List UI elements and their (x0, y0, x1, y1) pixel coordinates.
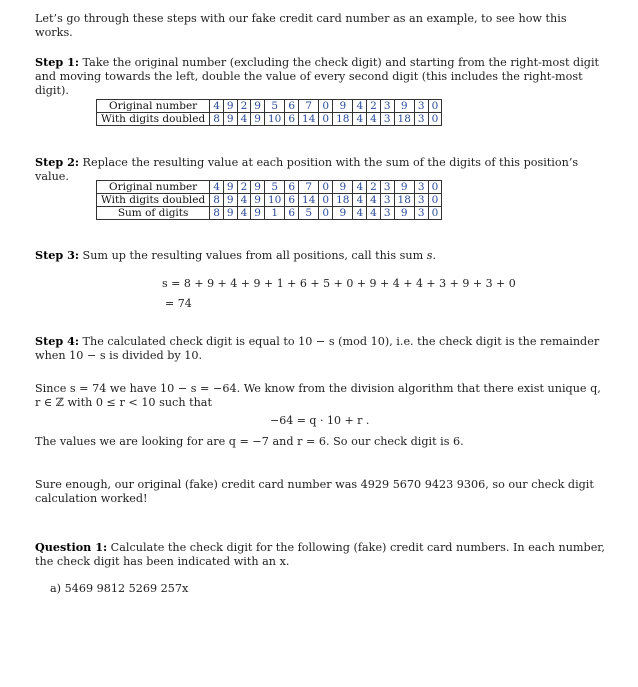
sum-variable: s (426, 249, 433, 262)
digit-cell: 9 (251, 207, 265, 220)
question-paragraph (35, 540, 607, 569)
intro-paragraph: Let’s go through these steps with our fake credit card number as an example, to see how this works. (35, 12, 567, 39)
digit-cell: 0 (319, 181, 333, 194)
digit-cell: 4 (353, 113, 367, 126)
step3-heading: Step 3: (35, 248, 79, 262)
conclusion-paragraph: Sure enough, our original (fake) credit card number was 4929 5670 9423 9306, so our check digit calculation worked! (35, 478, 594, 505)
digit-cell: 9 (223, 100, 237, 113)
digit-cell: 5 (264, 100, 284, 113)
digit-cell: 4 (367, 113, 381, 126)
digit-cell: 5 (299, 207, 319, 220)
digit-cell: 4 (237, 207, 251, 220)
row-label: Original number (97, 181, 210, 194)
digit-cell: 9 (333, 207, 353, 220)
digit-cell: 4 (237, 194, 251, 207)
digit-cell: 9 (223, 113, 237, 126)
digit-cell: 0 (428, 207, 442, 220)
since-paragraph: Since s = 74 we have 10 − s = −64. We know from the division algorithm that there exist unique q, r ∈ ℤ with 0 ≤ r < 10 such that (35, 382, 601, 409)
digit-cell: 3 (414, 207, 428, 220)
digit-cell: 9 (251, 194, 265, 207)
question-heading: Question 1: (35, 540, 108, 554)
digit-cell: 2 (367, 100, 381, 113)
digit-cell: 4 (353, 100, 367, 113)
equation-sum-line2: = 74 (165, 297, 192, 310)
digit-cell: 9 (333, 100, 353, 113)
digit-cell: 4 (353, 181, 367, 194)
digit-cell: 18 (333, 194, 353, 207)
digit-cell: 3 (380, 194, 394, 207)
table-row-doubled (97, 194, 442, 207)
digit-cell: 8 (210, 207, 224, 220)
row-label: With digits doubled (97, 194, 210, 207)
digit-cell: 4 (353, 207, 367, 220)
digit-cell: 7 (299, 181, 319, 194)
digit-cell: 14 (299, 113, 319, 126)
digit-cell: 3 (414, 194, 428, 207)
step3-paragraph (35, 248, 607, 263)
digit-cell: 18 (333, 113, 353, 126)
digit-cell: 9 (251, 181, 265, 194)
table-step1 (96, 99, 442, 126)
row-label: Original number (97, 100, 210, 113)
digit-cell: 5 (264, 181, 284, 194)
digit-cell: 9 (394, 100, 414, 113)
digit-cell: 0 (428, 100, 442, 113)
digit-cell: 4 (237, 113, 251, 126)
row-label: Sum of digits (97, 207, 210, 220)
digit-cell: 18 (394, 113, 414, 126)
digit-cell: 3 (380, 113, 394, 126)
digit-cell: 10 (264, 194, 284, 207)
digit-cell: 9 (251, 100, 265, 113)
digit-cell: 9 (223, 194, 237, 207)
digit-cell: 6 (285, 181, 299, 194)
step4-text: The calculated check digit is equal to 10 − s (mod 10), i.e. the check digit is the remainder when 10 − s is divided by 10. (35, 335, 600, 362)
digit-cell: 10 (264, 113, 284, 126)
digit-cell: 6 (285, 100, 299, 113)
digit-cell: 9 (333, 181, 353, 194)
digit-cell: 3 (414, 100, 428, 113)
digit-cell: 4 (367, 194, 381, 207)
digit-cell: 4 (210, 181, 224, 194)
digit-cell: 3 (414, 181, 428, 194)
digit-cell: 4 (367, 207, 381, 220)
digit-cell: 8 (210, 194, 224, 207)
step3-text: Sum up the resulting values from all positions, call this sum (79, 249, 427, 262)
digit-cell: 9 (394, 207, 414, 220)
step1-text: Take the original number (excluding the check digit) and starting from the right-most digit and moving towards the left, double the value of every second digit (this includes the right-most digit). (35, 56, 600, 97)
step4-heading: Step 4: (35, 334, 79, 348)
digit-cell: 6 (285, 194, 299, 207)
step2-heading: Step 2: (35, 155, 79, 169)
digit-cell: 9 (223, 207, 237, 220)
digit-cell: 9 (223, 181, 237, 194)
step4-paragraph (35, 334, 607, 363)
values-paragraph: The values we are looking for are q = −7 and r = 6. So our check digit is 6. (35, 435, 464, 448)
digit-cell: 6 (285, 207, 299, 220)
equation-division: −64 = q · 10 + r . (270, 414, 370, 427)
step1-heading: Step 1: (35, 55, 79, 69)
digit-cell: 18 (394, 194, 414, 207)
digit-cell: 6 (285, 113, 299, 126)
digit-cell: 0 (428, 194, 442, 207)
digit-cell: 0 (319, 100, 333, 113)
question-text: Calculate the check digit for the following (fake) credit card numbers. In each number, the check digit has been indicated with an x. (35, 541, 605, 568)
digit-cell: 3 (380, 207, 394, 220)
step3-end: . (432, 249, 437, 262)
digit-cell: 0 (319, 113, 333, 126)
digit-cell: 3 (414, 113, 428, 126)
digit-cell: 0 (428, 181, 442, 194)
digit-cell: 8 (210, 113, 224, 126)
digit-cell: 4 (210, 100, 224, 113)
equation-sum-line1: s = 8 + 9 + 4 + 9 + 1 + 6 + 5 + 0 + 9 + 4 + 4 + 3 + 9 + 3 + 0 (162, 277, 516, 290)
digit-cell: 0 (319, 194, 333, 207)
digit-cell: 3 (380, 181, 394, 194)
question-item-a: a) 5469 9812 5269 257x (50, 582, 189, 595)
table-row-sum (97, 207, 442, 220)
table-step2 (96, 180, 442, 220)
digit-cell: 0 (319, 207, 333, 220)
digit-cell: 2 (237, 100, 251, 113)
table-row-original (97, 181, 442, 194)
step2-text: Replace the resulting value at each position with the sum of the digits of this position’s value. (35, 156, 579, 183)
digit-cell: 2 (367, 181, 381, 194)
digit-cell: 7 (299, 100, 319, 113)
table-row-doubled (97, 113, 442, 126)
digit-cell: 9 (394, 181, 414, 194)
step1-paragraph (35, 55, 607, 98)
digit-cell: 1 (264, 207, 284, 220)
digit-cell: 4 (353, 194, 367, 207)
table-row-original (97, 100, 442, 113)
digit-cell: 9 (251, 113, 265, 126)
row-label: With digits doubled (97, 113, 210, 126)
digit-cell: 0 (428, 113, 442, 126)
digit-cell: 2 (237, 181, 251, 194)
digit-cell: 3 (380, 100, 394, 113)
digit-cell: 14 (299, 194, 319, 207)
